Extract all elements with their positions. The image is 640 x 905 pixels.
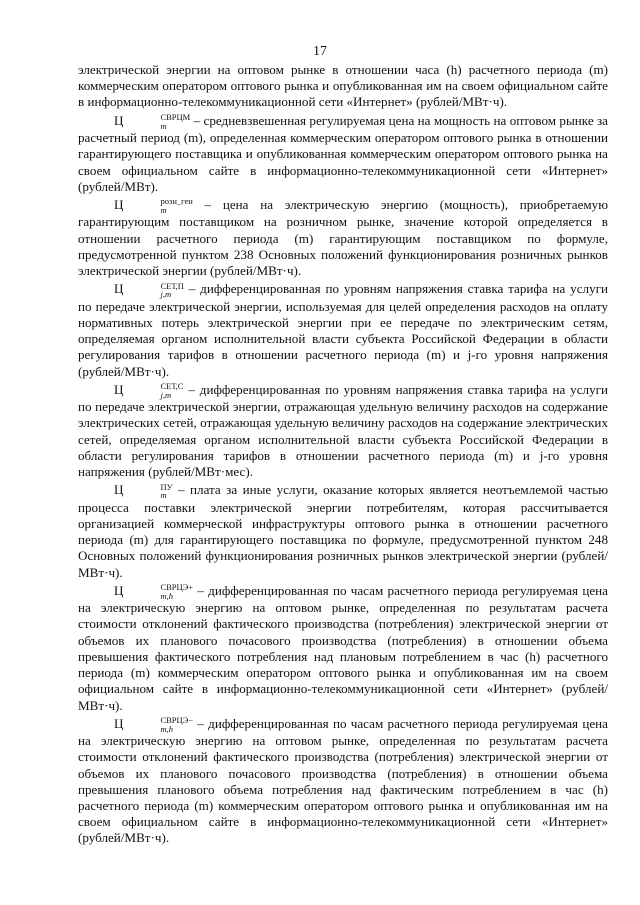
- definition-paragraph: [78, 113, 608, 195]
- definition-paragraph: [78, 482, 608, 581]
- definition-text: – дифференцированная по уровням напряжения ставка тарифа на услуги по передаче электрической энергии, отражающая удельную величину расходов на содержание электрических сетей, отражающая удельную величину расходов на содержание электрических сетей, определяемая органом исполнительной власти субъекта Российской Федерации в области регулирования тарифов в отношении расчетного периода (m) и j-го уровня напряжения (рублей/МВт·мес).: [78, 381, 608, 480]
- symbol-superscript: ПУ: [160, 481, 173, 492]
- symbol-superscript: СВРЦМ: [160, 112, 191, 123]
- definition-paragraph: [78, 583, 608, 714]
- definition-paragraph: [78, 382, 608, 481]
- definition-text: – плата за иные услуги, оказание которых является неотъемлемой частью процесса поставки электрической энергии потребителям, которая рассчитывается организацией коммерческой инфраструктуры оптового рынка в отношении расчетного периода (m) для гарантирующего поставщика по формуле, предусмотренной пунктом 248 Основных положений функционирования розничных рынков электрической энергии (рублей/МВт·ч).: [78, 482, 608, 580]
- symbol-subscript: m,h: [160, 590, 173, 601]
- symbol-superscript: СЕТ,С: [160, 381, 184, 392]
- document-body: [78, 62, 608, 847]
- formula-symbol: [114, 112, 191, 131]
- symbol-subscript: m: [160, 204, 167, 215]
- definition-text: – цена на электрическую энергию (мощность), приобретаемую гарантирующим поставщиком на розничном рынке, значение которой определяется в отношении расчетного периода (m) гарантирующим поставщиком по формуле, предусмотренной пунктом 238 Основных положений функционирования розничных рынков электрической энергии (рублей/МВт·ч).: [78, 196, 608, 279]
- symbol-base: Ц: [114, 281, 124, 297]
- definition-paragraph: [78, 281, 608, 380]
- symbol-base: Ц: [114, 196, 124, 212]
- definition-text: – средневзвешенная регулируемая цена на мощность на оптовом рынке за расчетный период (m), определенная коммерческим оператором оптового рынка в отношении гарантирующего поставщика и опубликованная коммерческим оператором оптового рынка на своем официальном сайте в информационно-телекоммуникационной сети «Интернет» (рублей/МВт).: [78, 112, 608, 194]
- formula-symbol: [114, 481, 173, 501]
- formula-symbol: [114, 196, 193, 215]
- intro-paragraph: электрической энергии на оптовом рынке в отношении часа (h) расчетного периода (m) коммерческим оператором оптового рынка и опубликованная им на своем официальном сайте в информационно-телекоммуникационной сети «Интернет» (рублей/МВт·ч).: [78, 62, 608, 110]
- symbol-superscript: СВРЦЭ−: [160, 715, 194, 726]
- symbol-subscript: m: [160, 490, 167, 501]
- symbol-superscript: СВРЦЭ+: [160, 582, 194, 593]
- definition-paragraph: [78, 716, 608, 847]
- formula-symbol: [114, 381, 184, 400]
- definition-text: – дифференцированная по часам расчетного периода регулируемая цена на электрическую энергию на оптовом рынке, определенная по результатам расчета стоимости отклонений фактического производства (потребления) электрической энергии от объемов их планового почасового производства (потребления) в отношении объема превышения планового объема потребления над фактическим потреблением в час (h) расчетного периода (m) коммерческим оператором оптового рынка и опубликованная им на своем официальном сайте в информационно-телекоммуникационной сети «Интернет» (рублей/МВт·ч).: [78, 715, 608, 846]
- symbol-superscript: СЕТ,П: [160, 280, 184, 291]
- symbol-subscript: m,h: [160, 723, 173, 734]
- symbol-superscript: розн_ген: [160, 196, 193, 207]
- definition-text: – дифференцированная по часам расчетного периода регулируемая цена на электрическую энергию на оптовом рынке, определенная по результатам расчета стоимости отклонений фактического производства (потребления) электрической энергии от объемов их планового почасового производства (потребления) в отношении объема превышения фактического потребления над плановым потреблением в час (h) расчетного периода (m) коммерческим оператором оптового рынка и опубликованная им на своем официальном сайте в информационно-телекоммуникационной сети «Интернет» (рублей/МВт·ч).: [78, 582, 608, 713]
- symbol-subscript: m: [160, 120, 167, 131]
- page-number: 17: [313, 44, 327, 59]
- symbol-base: Ц: [114, 582, 124, 598]
- symbol-base: Ц: [114, 482, 124, 498]
- formula-symbol: [114, 582, 194, 601]
- symbol-base: Ц: [114, 112, 124, 128]
- definition-paragraph: [78, 197, 608, 279]
- symbol-base: Ц: [114, 381, 124, 397]
- formula-symbol: [114, 715, 194, 734]
- symbol-subscript: j,m: [160, 389, 172, 400]
- formula-symbol: [114, 280, 184, 300]
- definition-text: – дифференцированная по уровням напряжения ставка тарифа на услуги по передаче электрической энергии, используемая для целей определения расходов на оплату нормативных потерь электрической энергии при ее передаче по электрическим сетям, определяемая органом исполнительной власти субъекта Российской Федерации в области регулирования тарифов в отношении расчетного периода (m) и j-го уровня напряжения (рублей/МВт·ч).: [78, 281, 608, 379]
- definitions-list: [78, 113, 608, 847]
- symbol-subscript: j,m: [160, 289, 172, 300]
- symbol-base: Ц: [114, 715, 124, 731]
